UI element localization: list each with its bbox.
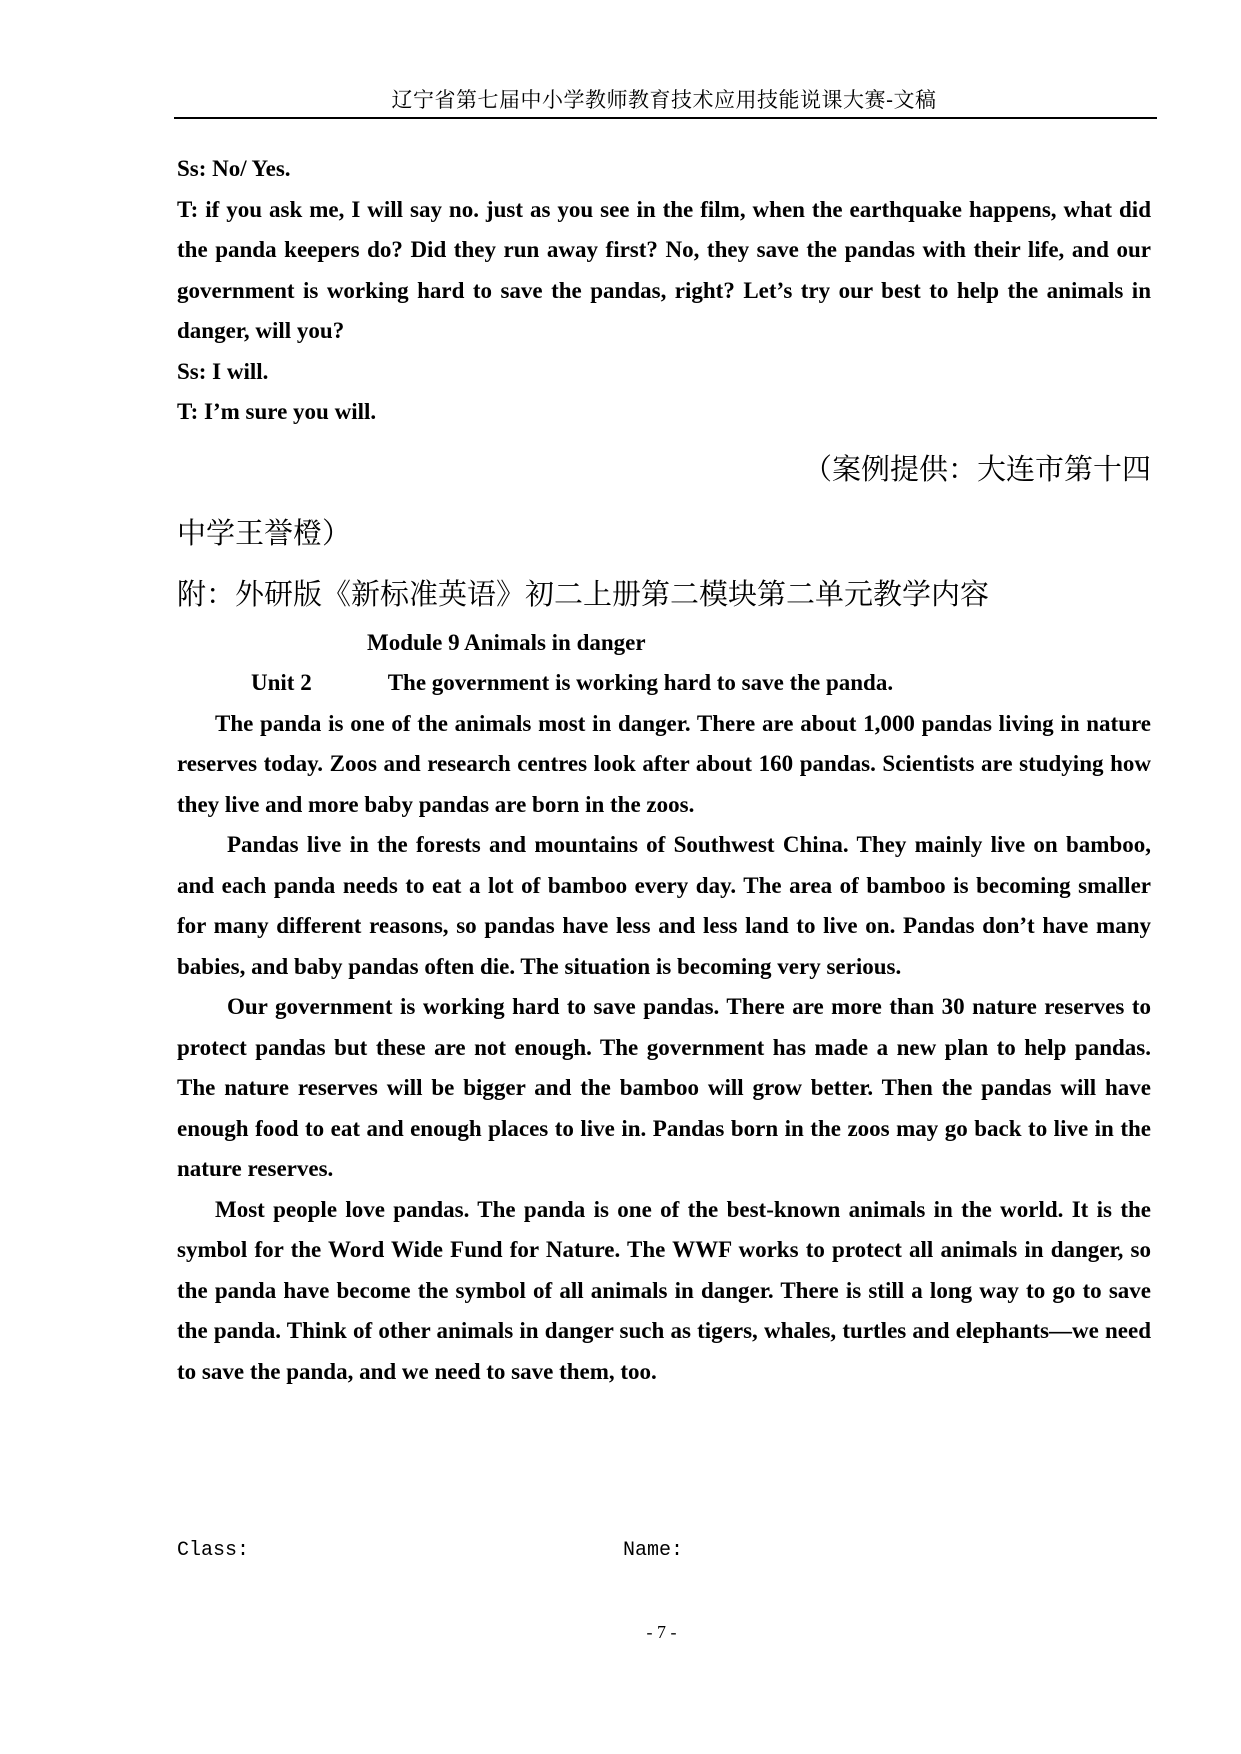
unit-label: Unit 2: [251, 670, 312, 695]
dialogue-line: T: I’m sure you will.: [177, 399, 377, 424]
module-title: Module 9 Animals in danger: [367, 629, 646, 655]
page-header-title: 辽宁省第七届中小学教师教育技术应用技能说课大赛-文稿: [391, 88, 937, 112]
dialogue-line: Ss: I will.: [177, 358, 269, 384]
unit-heading: [251, 663, 1151, 704]
case-credit-line2: 中学王誉橙）: [177, 515, 352, 550]
paragraph: Pandas live in the forests and mountains of Southwest China. They mainly live on bamboo, and each panda needs to eat a lot of bamboo every day. The area of bamboo is becoming smaller for many different reasons, so pandas have less and less land to live on. Pandas don’t have many babies, and baby pandas often die. The situation is becoming very serious.: [177, 832, 1151, 979]
paragraph: Most people love pandas. The panda is one of the best-known animals in the world. It is the symbol for the Word Wide Fund for Nature. The WWF works to protect all animals in danger, so the panda have become the symbol of all animals in danger. There is still a long way to go to save the panda. Think of other animals in danger such as tigers, whales, turtles and elephants—we need to save the panda, and we need to save them, too.: [177, 1196, 1151, 1384]
paragraph: The panda is one of the animals most in danger. There are about 1,000 pandas living in nature reserves today. Zoos and research centres look after about 160 pandas. Scientists are studying how they live and more baby pandas are born in the zoos.: [177, 710, 1151, 817]
paragraph: Our government is working hard to save pandas. There are more than 30 nature reserves to protect pandas but these are not enough. The government has made a new plan to help pandas. The nature reserves will be bigger and the bamboo will grow better. Then the pandas will have enough food to eat and enough places to live in. Pandas born in the zoos may go back to live in the nature reserves.: [177, 994, 1151, 1181]
unit-title: The government is working hard to save the panda.: [387, 670, 894, 695]
document-body: [177, 149, 1151, 1392]
appendix-heading: 附：外研版《新标准英语》初二上册第二模块第二单元教学内容: [177, 576, 990, 611]
page-number: - 7 -: [646, 1622, 677, 1642]
header-rule: [174, 117, 1157, 119]
dialogue-line: T: if you ask me, I will say no. just as you see in the film, when the earthquake happens, what did the panda keepers do? Did they run away first? No, they save the pandas with their life, and our government is working hard to save the pandas, right? Let’s try our best to help the animals in danger, will you?: [177, 196, 1151, 343]
dialogue-line: Ss: No/ Yes.: [177, 156, 291, 181]
name-label: Name:: [623, 1539, 684, 1562]
class-label: Class:: [177, 1539, 250, 1562]
case-credit-line1: （案例提供：大连市第十四: [802, 451, 1151, 486]
